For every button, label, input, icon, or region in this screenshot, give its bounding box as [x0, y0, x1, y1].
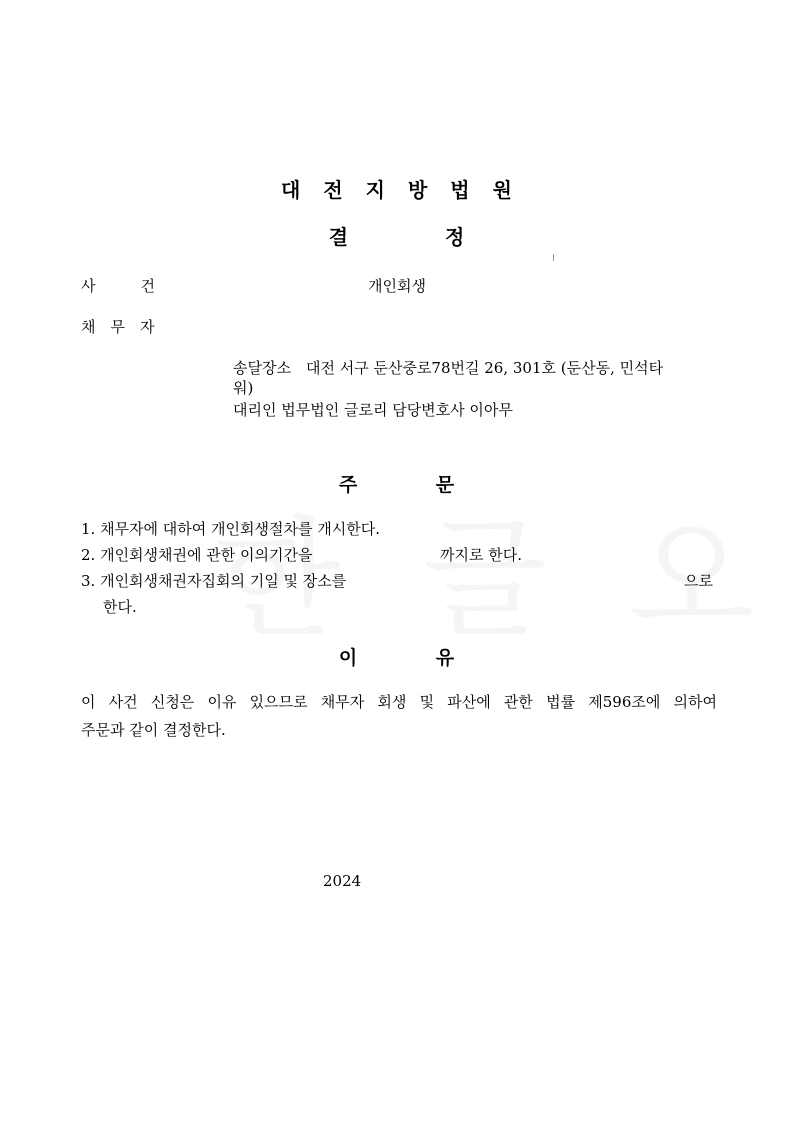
order-item-3-start: 3. 개인회생채권자집회의 기일 및 장소를 — [81, 572, 347, 590]
court-name: 대전지방법원 — [281, 178, 535, 202]
case-label: 사 건 — [81, 277, 155, 295]
service-address-line1: 송달장소 대전 서구 둔산중로78번길 26, 301호 (둔산동, 민석타 — [233, 359, 664, 377]
decision-date: 2024 — [323, 872, 362, 890]
margin-tick — [553, 254, 554, 261]
document-type: 결 정 — [328, 225, 465, 249]
order-item-2-end: 까지로 한다. — [440, 546, 522, 564]
reason-line-1: 이 사건 신청은 이유 있으므로 채무자 회생 및 파산에 관한 법률 제596조에 의하여 — [81, 693, 717, 711]
order-item-1: 1. 채무자에 대하여 개인회생절차를 개시한다. — [81, 520, 380, 538]
reason-line-2: 주문과 같이 결정한다. — [81, 721, 226, 739]
legal-agent: 대리인 법무법인 글로리 담당변호사 이아무 — [233, 401, 513, 419]
order-heading: 주 문 — [338, 474, 455, 496]
case-value: 개인회생 — [368, 277, 426, 295]
order-item-3-continuation: 한다. — [103, 598, 137, 616]
order-item-3-end: 으로 — [684, 572, 713, 590]
debtor-label: 채 무 자 — [81, 318, 155, 336]
order-item-2-start: 2. 개인회생채권에 관한 이의기간을 — [81, 546, 313, 564]
reason-heading: 이 유 — [338, 647, 455, 669]
background-watermark — [215, 475, 774, 662]
service-address-line2: 워) — [233, 379, 254, 397]
